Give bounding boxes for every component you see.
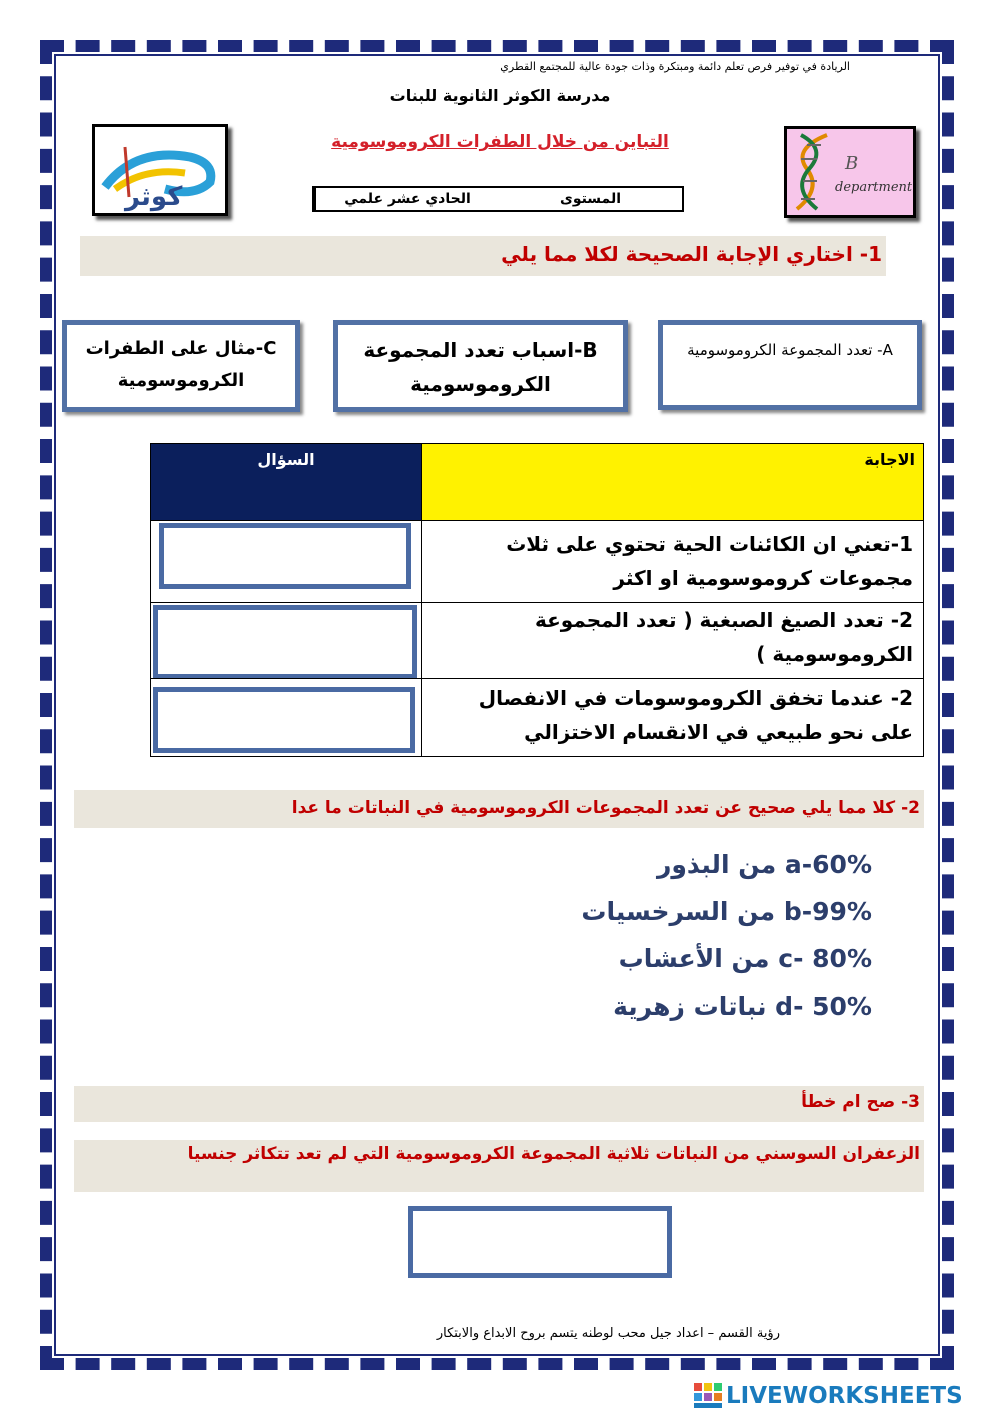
table-row-1-answer-cell <box>151 520 421 602</box>
department-vision: رؤية القسم – اعداد جيل محب لوطنه يتسم بروح الابداع والابتكار <box>436 1326 780 1341</box>
question-header-cell <box>151 444 421 520</box>
school-logo <box>92 124 228 216</box>
worksheet-title: التباين من خلال الطفرات الكروموسومية <box>331 132 669 152</box>
choice-d[interactable]: d- 50% نباتات زهرية <box>613 992 872 1021</box>
school-logo-icon <box>95 127 225 213</box>
school-logo-text: كوثر <box>125 182 183 212</box>
table-row-1-text-cell <box>421 520 923 602</box>
question-header: السؤال <box>257 450 315 469</box>
option-box-b <box>333 320 628 412</box>
option-c-text: C-مثال على الطفرات الكروموسومية <box>85 338 277 391</box>
liveworksheets-logo-icon <box>694 1383 722 1409</box>
table-row-1-text: 1-تعني ان الكائنات الحية تحتوي على ثلاث مجموعات كروموسومية او اكثر <box>506 532 913 590</box>
table-row-3-answer-cell <box>151 678 421 756</box>
answer-header-cell <box>421 444 923 520</box>
dna-icon <box>787 129 913 215</box>
option-box-a <box>658 320 922 410</box>
tf-statement: الزعفران السوسني من النباتات ثلاثية المجموعة الكروموسومية التي لم تعد تتكاثر جنسيا <box>187 1144 920 1164</box>
option-box-c <box>62 320 300 412</box>
level-box <box>312 186 684 212</box>
table-row-3-answer-slot[interactable] <box>153 687 415 753</box>
level-value: الحادي عشر علمي <box>314 188 499 210</box>
department-logo <box>784 126 916 218</box>
choice-a[interactable]: a-60% من البذور <box>656 850 872 879</box>
choice-c[interactable]: c- 80% من الأعشاب <box>618 944 872 973</box>
choice-b[interactable]: b-99% من السرخسيات <box>581 897 872 926</box>
question-table <box>150 443 924 757</box>
department-logo-text: department <box>835 180 913 195</box>
table-row-3-text: 2- عندما تخفق الكروموسومات في الانفصال على نحو طبيعي في الانقسام الاختزالي <box>478 686 913 744</box>
table-row-2-text: 2- تعدد الصيغ الصبغية ( تعدد المجموعة الكروموسومية ) <box>534 608 913 666</box>
answer-header: الاجابة <box>864 450 915 469</box>
liveworksheets-wordmark: LIVEWORKSHEETS <box>726 1383 963 1409</box>
section1-heading: 1- اختاري الإجابة الصحيحة لكلا مما يلي <box>501 242 882 266</box>
school-motto: الريادة في توفير فرص تعلم دائمة ومبتكرة وذات جودة عالية للمجتمع القطري <box>500 60 850 73</box>
level-label: المستوى <box>559 191 621 207</box>
table-row-2-answer-slot[interactable] <box>153 605 417 679</box>
table-row-1-answer-slot[interactable] <box>159 523 411 589</box>
table-row-2-text-cell <box>421 602 923 678</box>
svg-text:B: B <box>845 153 859 174</box>
table-row-3-text-cell <box>421 678 923 756</box>
table-row-2-answer-cell <box>151 602 421 678</box>
section2-heading: 2- كلا مما يلي صحيح عن تعدد المجموعات الكروموسومية في النباتات ما عدا <box>291 798 920 818</box>
tf-answer-slot[interactable] <box>408 1206 672 1278</box>
school-name: مدرسة الكوثر الثانوية للبنات <box>389 86 611 105</box>
liveworksheets-brand[interactable] <box>694 1382 994 1410</box>
option-a-text: A- تعدد المجموعة الكروموسومية <box>687 341 893 359</box>
section3-heading: 3- صح ام خطأ <box>801 1092 920 1112</box>
option-b-text: B-اسباب تعدد المجموعة الكروموسومية <box>363 338 598 396</box>
